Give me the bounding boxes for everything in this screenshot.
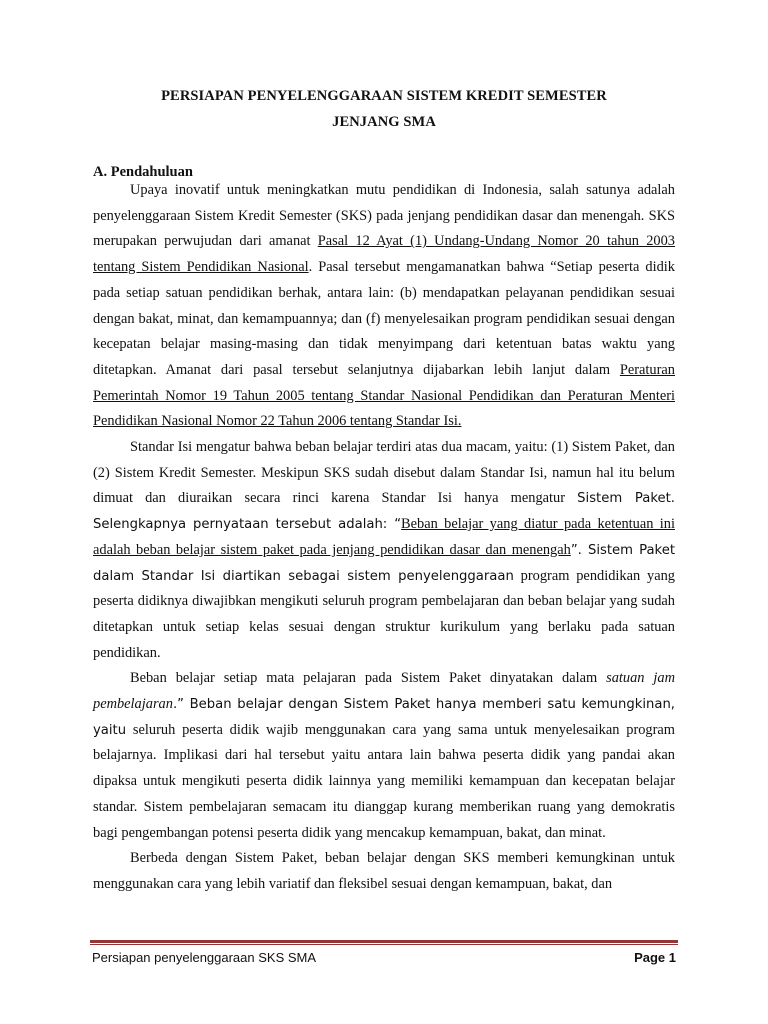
paragraph-1: [93, 178, 675, 435]
p2-text-d: ”. Sistem Paket dalam Standar Isi diartikan sebagai sistem penyelenggaraan: [93, 542, 676, 584]
section-heading: A. Pendahuluan: [93, 164, 193, 180]
p2-text-a: Standar Isi mengatur bahwa beban belajar terdiri atas dua macam, yaitu: (1) Sistem Paket, dan (2) Sistem Kredit Semester. Meskipun SKS sudah disebut dalam Standar Isi, namun hal itu belum dimuat dan diuraikan secara rinci karena Standar Isi hanya mengatur: [93, 439, 675, 507]
body-text: [93, 178, 675, 898]
quoted-statement: Beban belajar yang diatur pada ketentuan ini adalah beban belajar sistem paket pada jenjang pendidikan dasar dan menengah: [93, 516, 675, 558]
p1-text-c: . Pasal tersebut mengamanatkan bahwa “Setiap peserta didik pada setiap satuan pendidikan berhak, antara lain: (b) mendapatkan pelayanan pendidikan sesuai dengan bakat, minat, dan kemampuannya; dan (f) menyelesaikan program pendidikan sesuai dengan kecepatan belajar masing-masing dan tidak menyimpang dari ketentuan batas waktu yang ditetapkan. Amanat dari pasal tersebut selanjutnya dijabarkan lebih lanjut dalam: [93, 259, 675, 378]
p3-text-c: .” Beban belajar dengan Sistem Paket hanya memberi satu kemungkinan, yaitu: [93, 697, 675, 738]
page-number: Page 1: [634, 950, 676, 965]
p1-text-a: Upaya inovatif untuk meningkatkan mutu pendidikan di Indonesia, salah satunya adalah penyelenggaraan Sistem Kredit Semester (SKS) pada jenjang pendidikan dasar dan menengah. SKS merupakan perwujudan dari amanat: [93, 182, 675, 250]
footer-title: Persiapan penyelenggaraan SKS SMA: [92, 950, 317, 965]
document-title-line-1: PERSIAPAN PENYELENGGARAAN SISTEM KREDIT SEMESTER: [161, 88, 607, 104]
footer-rule-thick: [90, 940, 678, 943]
p3-text-d: seluruh peserta didik wajib menggunakan cara yang sama untuk menyelesaikan program belajarnya. Implikasi dari hal tersebut yaitu antara lain bahwa peserta didik yang pandai akan dipaksa untuk mengikuti peserta didik lainnya yang memiliki kemampuan dan kecepatan belajar standar. Sistem pembelajaran semacam itu dianggap kurang memberikan ruang yang demokratis bagi pengembangan potensi peserta didik yang mencakup kemampuan, bakat, dan minat.: [93, 721, 675, 841]
regulation-reference-link: Peraturan Pemerintah Nomor 19 Tahun 2005 tentang Standar Nasional Pendidikan dan Peraturan Menteri Pendidikan Nasional Nomor 22 Tahun 2006 tentang Standar Isi.: [93, 361, 675, 430]
p2-text-e: program pendidikan yang peserta didiknya diwajibkan mengikuti seluruh program pembelajaran dan beban belajar yang sudah ditetapkan untuk setiap kelas sesuai dengan struktur kurikulum yang berlaku pada satuan pendidikan.: [93, 567, 675, 661]
p2-text-b: Sistem Paket. Selengkapnya pernyataan tersebut adalah: “: [93, 491, 676, 533]
footer-rule-thin: [90, 944, 678, 945]
paragraph-4: Berbeda dengan Sistem Paket, beban belajar dengan SKS memberi kemungkinan untuk menggunakan cara yang lebih variatif dan fleksibel sesuai dengan kemampuan, bakat, dan: [93, 850, 675, 892]
law-reference-link: Pasal 12 Ayat (1) Undang-Undang Nomor 20 tahun 2003 tentang Sistem Pendidikan Nasional: [93, 233, 675, 276]
paragraph-2: [93, 435, 675, 666]
p3-text-a: Beban belajar setiap mata pelajaran pada Sistem Paket dinyatakan dalam: [130, 670, 607, 687]
paragraph-3: [93, 666, 675, 846]
italic-term: satuan jam pembelajaran: [93, 670, 675, 713]
document-title-line-2: JENJANG SMA: [332, 114, 436, 130]
